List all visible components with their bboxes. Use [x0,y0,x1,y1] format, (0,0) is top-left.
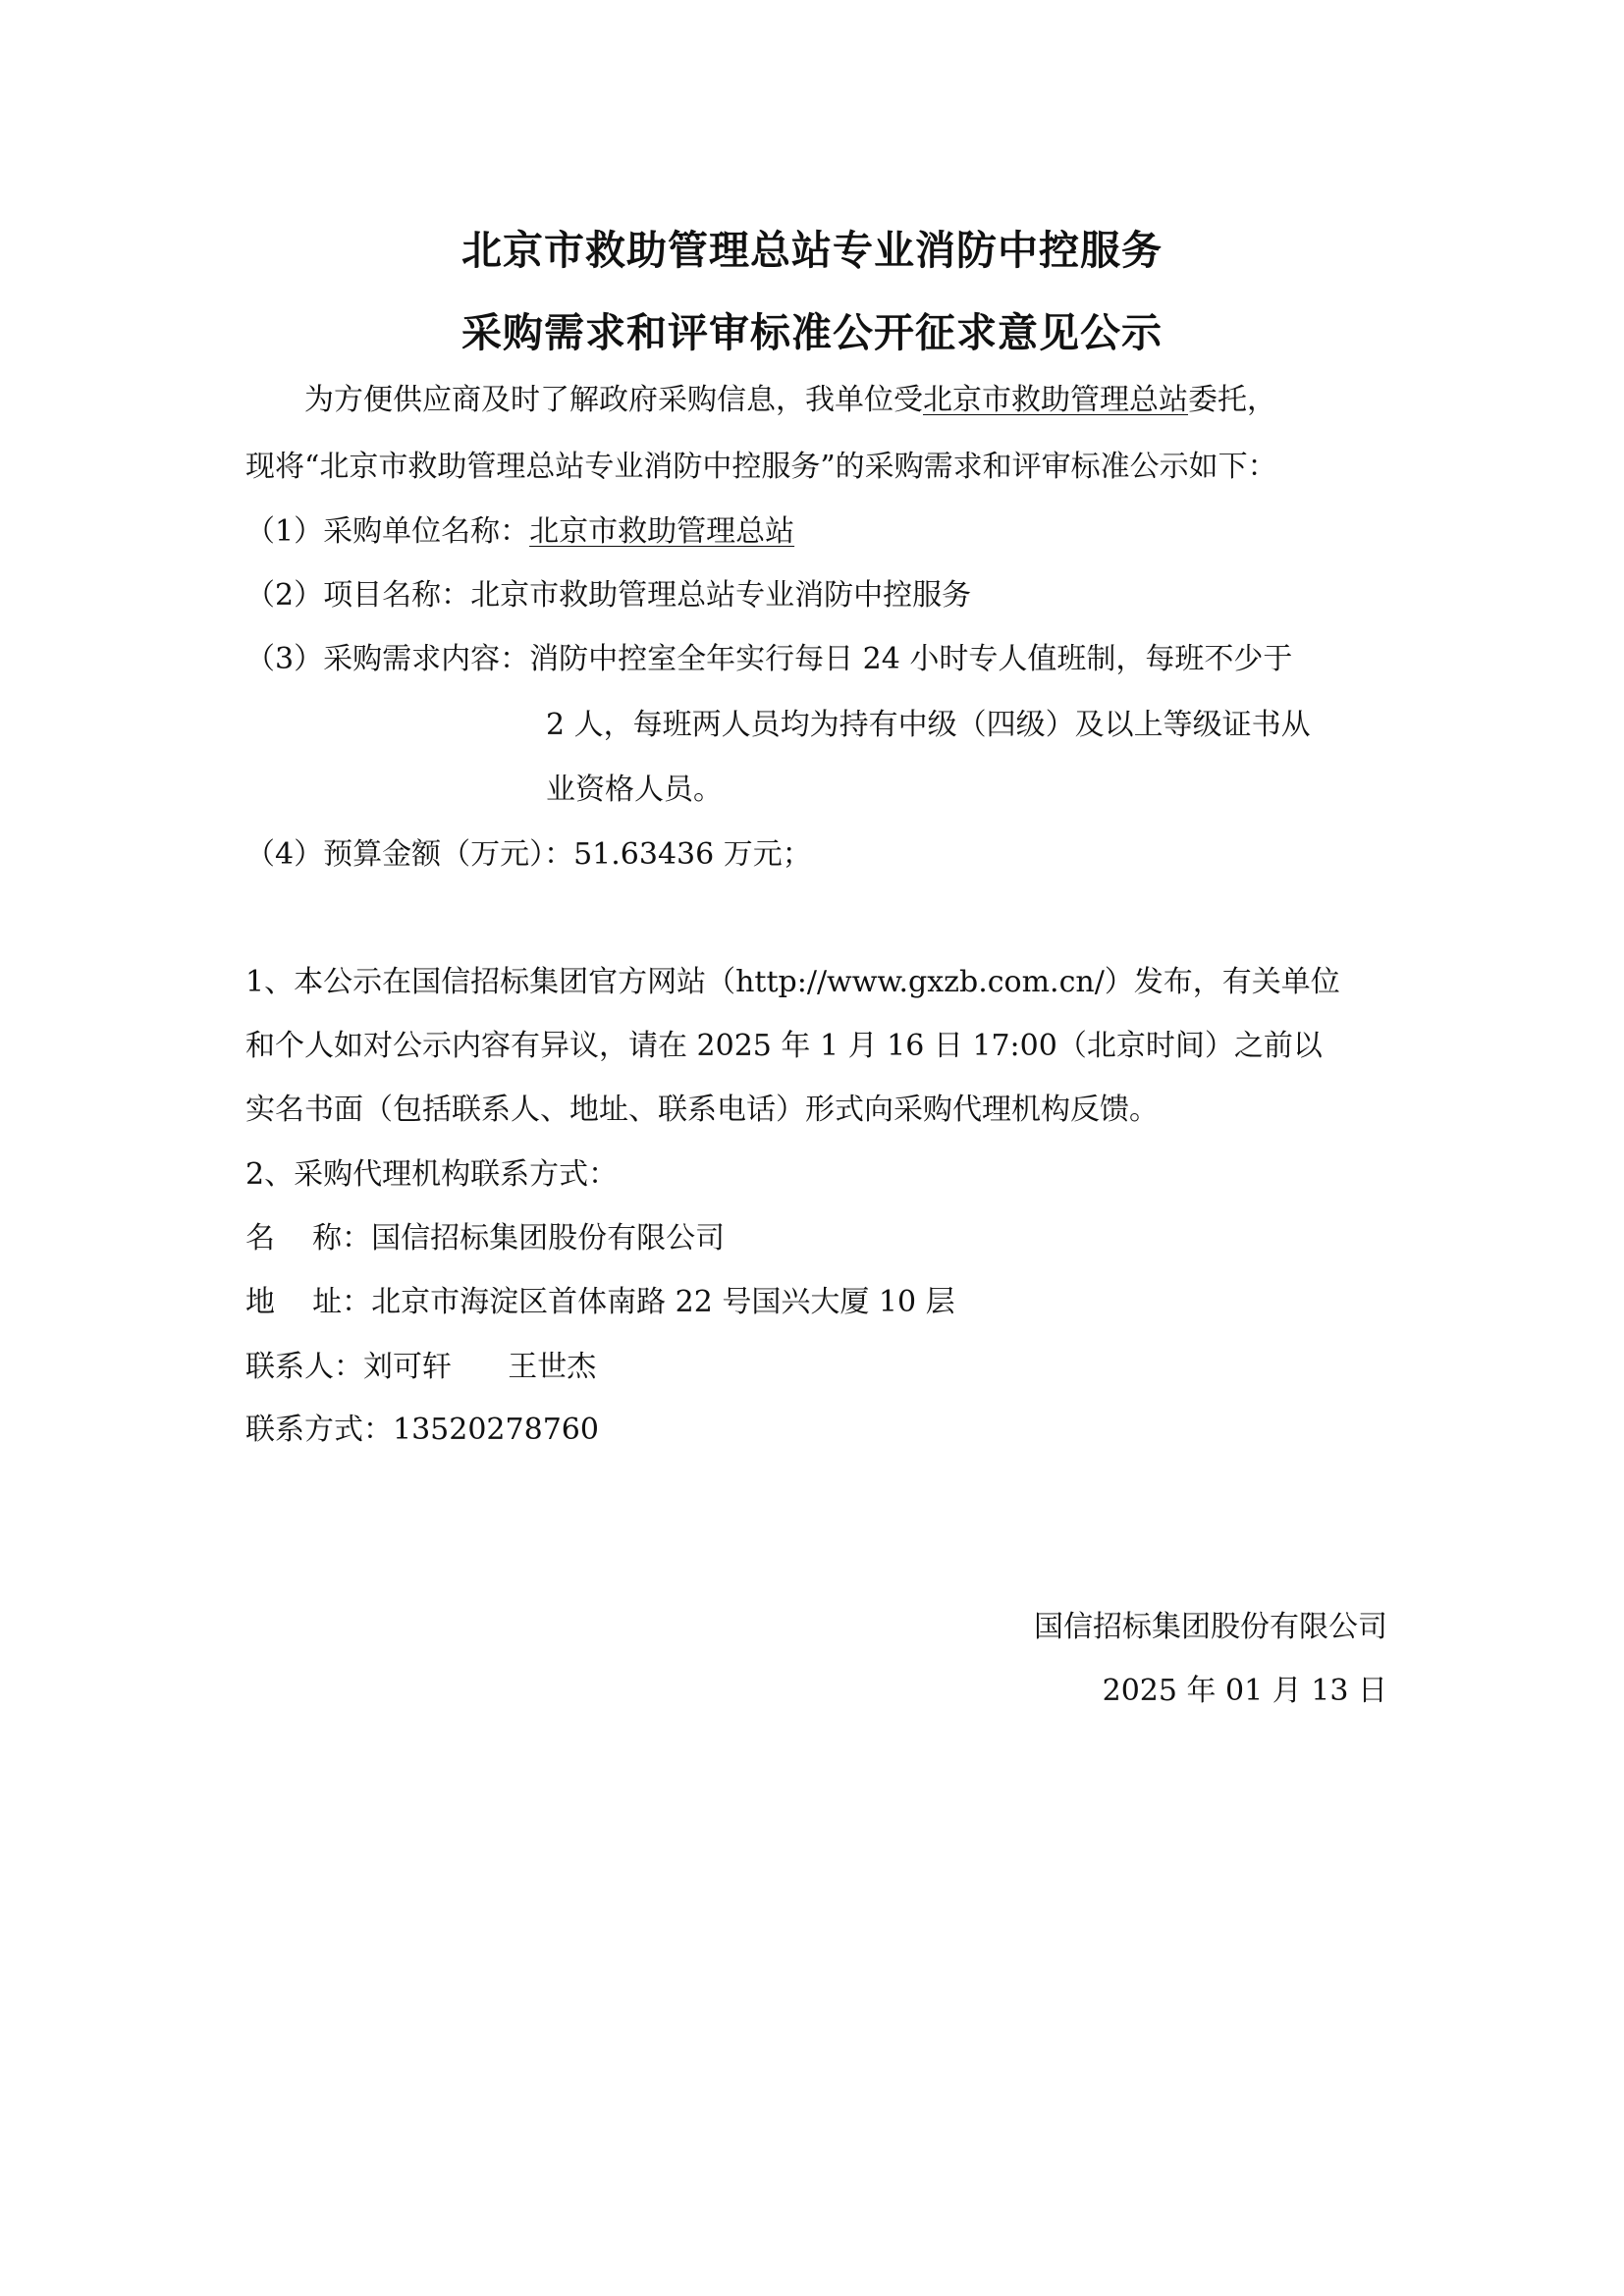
item-3 [245,640,1292,679]
document-title-line1: 北京市救助管理总站专业消防中控服务 [461,227,1163,274]
item-2: （2）项目名称：北京市救助管理总站专业消防中控服务 [245,578,972,613]
item-4: （4）预算金额（万元）：51.63436 万元； [245,837,812,872]
signature-organization: 国信招标集团股份有限公司 [1034,1610,1387,1644]
notice-paragraph-2: 2、采购代理机构联系方式： [245,1157,619,1192]
contact-name: 名 称：国信招标集团股份有限公司 [245,1221,726,1255]
item-3-label: （3）采购需求内容： [245,642,530,676]
intro-line2: 现将“北京市救助管理总站专业消防中控服务”的采购需求和评审标准公示如下： [245,450,1277,484]
item-1-label: （1）采购单位名称： [245,514,530,549]
item-3-line1: 消防中控室全年实行每日 24 小时专人值班制，每班不少于 [529,642,1293,676]
contact-person: 联系人：刘可轩 王世杰 [245,1350,597,1384]
contact-phone: 联系方式：13520278760 [245,1413,599,1447]
intro-line1 [304,381,1276,420]
intro-prefix: 为方便供应商及时了解政府采购信息，我单位受 [304,383,923,417]
signature-date: 2025 年 01 月 13 日 [1102,1674,1387,1708]
item-3-line2: 2 人，每班两人员均为持有中级（四级）及以上等级证书从 [546,708,1311,742]
notice-paragraph-1-line2: 和个人如对公示内容有异议，请在 2025 年 1 月 16 日 17:00（北京时间）之前以 [245,1029,1323,1063]
intro-unit-name: 北京市救助管理总站 [923,383,1188,417]
document-title-line2: 采购需求和评审标准公开征求意见公示 [461,309,1163,356]
notice-paragraph-1-line1: 1、本公示在国信招标集团官方网站（http://www.gxzb.com.cn/）发布，有关单位 [245,965,1340,999]
contact-address: 地 址：北京市海淀区首体南路 22 号国兴大厦 10 层 [245,1285,955,1319]
item-1 [245,512,794,552]
notice-paragraph-1-line3: 实名书面（包括联系人、地址、联系电话）形式向采购代理机构反馈。 [245,1093,1159,1127]
intro-suffix: 委托， [1188,383,1276,417]
item-3-line3: 业资格人员。 [546,773,723,807]
item-1-value: 北京市救助管理总站 [529,514,795,549]
